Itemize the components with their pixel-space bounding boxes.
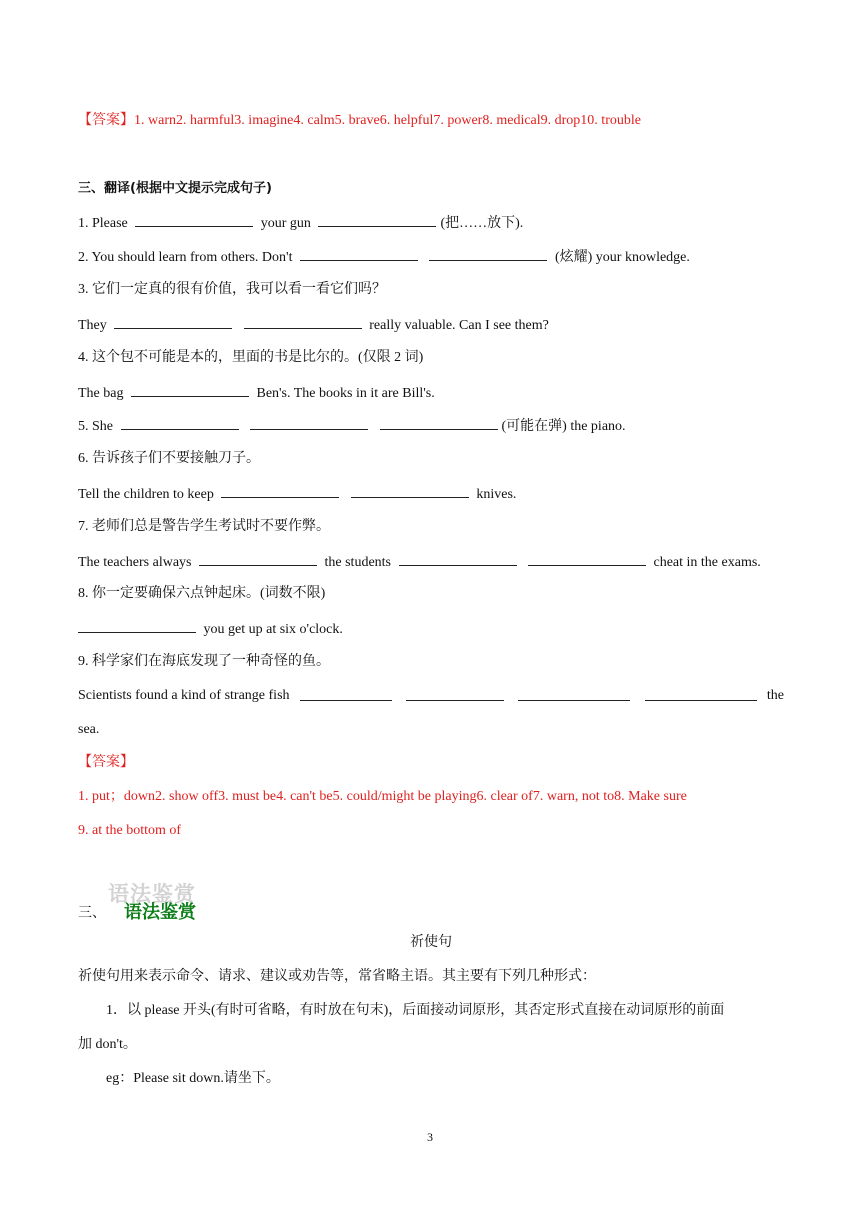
answer-blank[interactable] <box>645 687 757 701</box>
question-1: 1. Please your gun (把……放下). <box>78 213 784 233</box>
answer-blank[interactable] <box>221 484 339 498</box>
answer-blank[interactable] <box>429 247 547 261</box>
answer-blank[interactable] <box>199 552 317 566</box>
answer-text-translation-2: 9. at the bottom of <box>78 823 182 838</box>
answer-blank[interactable] <box>318 213 436 227</box>
grammar-example: eg：Please sit down.请坐下。 <box>106 1071 280 1086</box>
answer-blank[interactable] <box>135 213 253 227</box>
answer-blank[interactable] <box>518 687 630 701</box>
question-9-chinese: 9. 科学家们在海底发现了一种奇怪的鱼。 <box>78 654 330 669</box>
answer-blank[interactable] <box>528 552 646 566</box>
question-3: They really valuable. Can I see them? <box>78 315 784 335</box>
answer-text-translation-1: 1. put；down2. show off3. must be4. can't be5. could/might be playing6. clear of7. warn, not to8. Make sure <box>78 789 687 804</box>
question-6: Tell the children to keep knives. <box>78 484 784 504</box>
question-3-chinese: 3. 它们一定真的很有价值，我可以看一看它们吗？ <box>78 282 386 297</box>
answer-blank[interactable] <box>114 315 232 329</box>
answer-blank[interactable] <box>78 619 196 633</box>
answer-line-vocab <box>78 112 784 130</box>
question-8-chinese: 8. 你一定要确保六点钟起床。(词数不限) <box>78 586 326 601</box>
grammar-point-1-continued: 加 don't。 <box>78 1037 137 1052</box>
grammar-topic-title: 祈使句 <box>410 935 452 950</box>
section-watermark-text: 语法鉴赏 <box>108 882 196 906</box>
question-7: The teachers always the students cheat in the exams. <box>78 552 784 572</box>
question-6-chinese: 6. 告诉孩子们不要接触刀子。 <box>78 451 260 466</box>
answer-blank[interactable] <box>244 315 362 329</box>
answer-blank[interactable] <box>406 687 504 701</box>
answer-blank[interactable] <box>351 484 469 498</box>
answer-blank[interactable] <box>121 416 239 430</box>
page-number: 3 <box>427 1130 433 1144</box>
answer-tag-translation: 【答案】 <box>78 755 134 770</box>
section-number: 三、 <box>78 906 106 921</box>
answer-blank[interactable] <box>250 416 368 430</box>
question-2: 2. You should learn from others. Don't (炫耀) your knowledge. <box>78 247 784 267</box>
section-title-grammar: 语法鉴赏 <box>124 902 196 923</box>
section-heading-translation: 三、翻译(根据中文提示完成句子) <box>78 181 272 196</box>
answer-blank[interactable] <box>300 247 418 261</box>
grammar-point-1: 1．以 please 开头(有时可省略，有时放在句末)，后面接动词原形，其否定形式直接在动词原形的前面 <box>106 1003 725 1018</box>
question-5: 5. She (可能在弹) the piano. <box>78 416 784 436</box>
answer-blank[interactable] <box>399 552 517 566</box>
question-8: you get up at six o'clock. <box>78 619 784 639</box>
question-4-chinese: 4. 这个包不可能是本的，里面的书是比尔的。(仅限 2 词) <box>78 350 424 365</box>
question-9: Scientists found a kind of strange fish the <box>78 688 784 703</box>
answer-text: 1. warn2. harmful3. imagine4. calm5. brave6. helpful7. power8. medical9. drop10. trouble <box>134 113 641 128</box>
question-7-chinese: 7. 老师们总是警告学生考试时不要作弊。 <box>78 519 330 534</box>
answer-tag: 【答案】 <box>78 113 134 128</box>
question-4: The bag Ben's. The books in it are Bill's. <box>78 383 784 403</box>
grammar-intro: 祈使句用来表示命令、请求、建议或劝告等，常省略主语。其主要有下列几种形式： <box>78 969 596 984</box>
question-9-continued: sea. <box>78 722 100 737</box>
answer-blank[interactable] <box>380 416 498 430</box>
answer-blank[interactable] <box>300 687 392 701</box>
answer-blank[interactable] <box>131 383 249 397</box>
